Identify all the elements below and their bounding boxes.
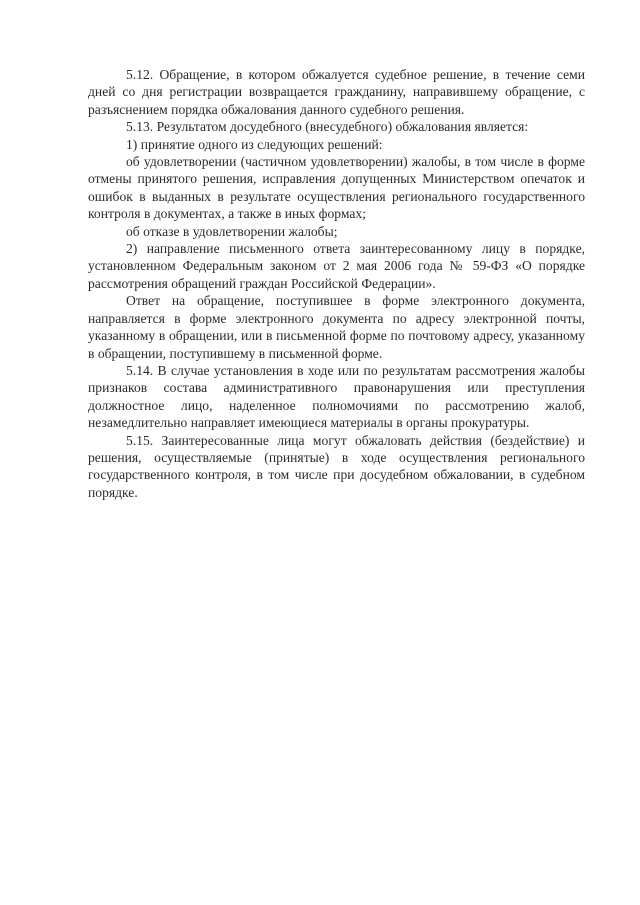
paragraph-5-13: 5.13. Результатом досудебного (внесудебного) обжалования является: <box>126 119 529 135</box>
paragraph-5-14: 5.14. В случае установления в ходе или по результатам рассмотрения жалобы признаков состава административного правонарушения или преступления должностное лицо, наделенное полномочиями по рассмотрению жалоб, незамедлительно направляет имеющиеся материалы в органы прокуратуры. <box>88 362 585 431</box>
paragraph-5-15: 5.15. Заинтересованные лица могут обжаловать действия (бездействие) и решения, осуществляемые (принятые) в ходе осуществления регионального государственного контроля, в том числе при досудебном обжаловании, в судебном порядке. <box>88 432 585 500</box>
paragraph-5-12: 5.12. Обращение, в котором обжалуется судебное решение, в течение семи дней со дня регистрации возвращается гражданину, направившему обращение, с разъяснением порядка обжалования данного судебного решения. <box>88 67 585 117</box>
paragraph-item-2: 2) направление письменного ответа заинтересованному лицу в порядке, установленном Федеральным законом от 2 мая 2006 года № 59-ФЗ «О порядке рассмотрения обращений граждан Российской Федерации». <box>88 241 585 291</box>
paragraph-refusal: об отказе в удовлетворении жалобы; <box>126 223 338 239</box>
paragraph-response: Ответ на обращение, поступившее в форме электронного документа, направляется в форме электронного документа по адресу электронной почты, указанному в обращении, или в письменной форме по почтовому адресу, указанному в обращении, поступившему в письменной форме. <box>88 293 585 361</box>
paragraph-satisfaction: об удовлетворении (частичном удовлетворении) жалобы, в том числе в форме отмены принятого решения, исправления допущенных Министерством опечаток и ошибок в выданных в результате осуществления регионального государственного контроля в документах, а также в иных формах; <box>88 154 585 222</box>
document-body <box>88 66 585 501</box>
paragraph-item-1: 1) принятие одного из следующих решений: <box>126 136 383 152</box>
